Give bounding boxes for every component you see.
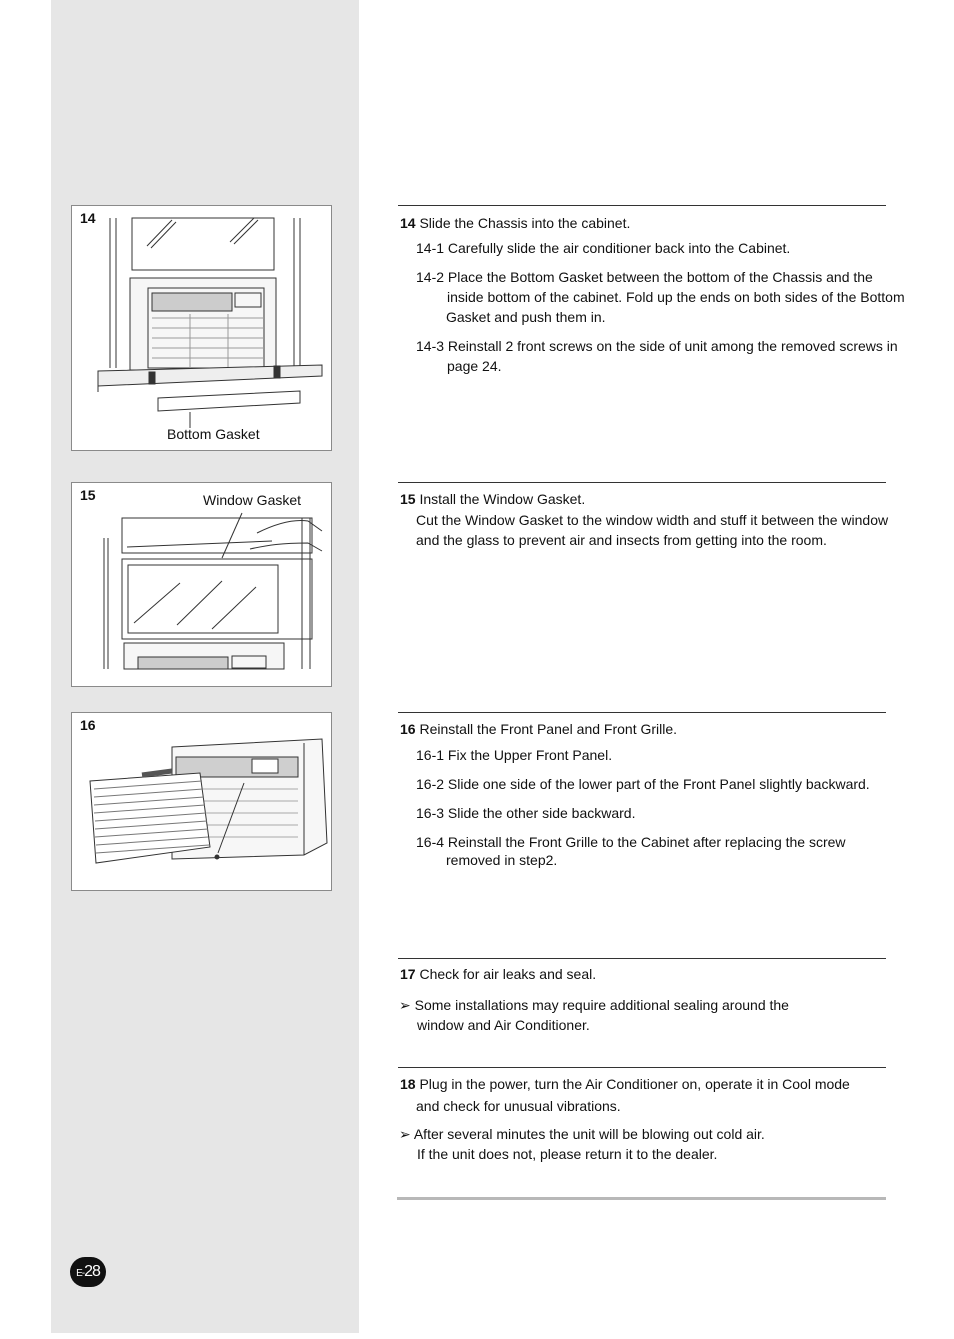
step-18-note: ➢ After several minutes the unit will be blowing out cold air.	[399, 1126, 765, 1142]
step-number: 17	[400, 966, 416, 982]
step-14-section	[398, 205, 905, 386]
step-16-4-cont: removed in step2.	[446, 852, 558, 868]
step-16-2: 16-2 Slide one side of the lower part of the Front Panel slightly backward.	[416, 776, 870, 792]
step-17-note-cont: window and Air Conditioner.	[417, 1017, 590, 1033]
step-title-text: Check for air leaks and seal.	[419, 966, 597, 982]
step-16-3: 16-3 Slide the other side backward.	[416, 805, 636, 821]
step-number: 18	[400, 1076, 416, 1092]
illustration-window-gasket	[72, 483, 332, 687]
step-title-text: Slide the Chassis into the cabinet.	[419, 215, 631, 231]
step-16-1: 16-1 Fix the Upper Front Panel.	[416, 747, 613, 763]
illustration-front-panel	[72, 713, 332, 891]
step-number: 15	[400, 491, 416, 507]
step-18-note-cont: If the unit does not, please return it to the dealer.	[417, 1146, 718, 1162]
step-16-section	[398, 712, 886, 873]
figure-number: 14	[80, 210, 96, 226]
step-18-text: and check for unusual vibrations.	[416, 1098, 621, 1114]
step-14-1: 14-1 Carefully slide the air conditioner back into the Cabinet.	[416, 240, 791, 256]
step-14-2-cont: Gasket and push them in.	[446, 309, 606, 325]
figure-16	[71, 712, 332, 891]
section-end-rule	[397, 1197, 886, 1200]
figure-label-bottom-gasket: Bottom Gasket	[167, 426, 260, 442]
illustration-bottom-gasket	[72, 206, 332, 451]
step-16-4: 16-4 Reinstall the Front Grille to the Cabinet after replacing the screw	[416, 834, 846, 850]
page-prefix: E-	[76, 1268, 85, 1279]
step-15-text: and the glass to prevent air and insects from getting into the room.	[416, 532, 827, 548]
step-18-title	[400, 1076, 850, 1092]
step-14-2-cont: inside bottom of the cabinet. Fold up the ends on both sides of the Bottom	[447, 289, 905, 305]
step-15-text: Cut the Window Gasket to the window width and stuff it between the window	[416, 512, 889, 528]
step-title-text: Plug in the power, turn the Air Conditioner on, operate it in Cool mode	[419, 1076, 850, 1092]
figure-14	[71, 205, 332, 451]
figure-number: 15	[80, 487, 96, 503]
step-14-3: 14-3 Reinstall 2 front screws on the side of unit among the removed screws in	[416, 338, 898, 354]
page-number-badge	[70, 1257, 106, 1287]
step-17-section	[398, 958, 886, 1039]
step-17-note: ➢ Some installations may require additional sealing around the	[399, 997, 789, 1013]
step-15-section	[398, 482, 889, 563]
figure-label-window-gasket: Window Gasket	[203, 492, 302, 508]
step-14-title	[400, 215, 630, 231]
step-number: 14	[400, 215, 416, 231]
step-title-text: Reinstall the Front Panel and Front Grille.	[419, 721, 678, 737]
figure-15	[71, 482, 332, 687]
page-number: 28	[84, 1263, 100, 1280]
figure-number: 16	[80, 717, 96, 733]
step-14-3-cont: page 24.	[447, 358, 502, 374]
step-number: 16	[400, 721, 416, 737]
step-18-section	[398, 1067, 886, 1168]
step-16-title	[400, 721, 677, 737]
step-14-2: 14-2 Place the Bottom Gasket between the bottom of the Chassis and the	[416, 269, 873, 285]
step-title-text: Install the Window Gasket.	[419, 491, 586, 507]
step-15-title	[400, 491, 585, 507]
step-17-title	[400, 966, 596, 982]
